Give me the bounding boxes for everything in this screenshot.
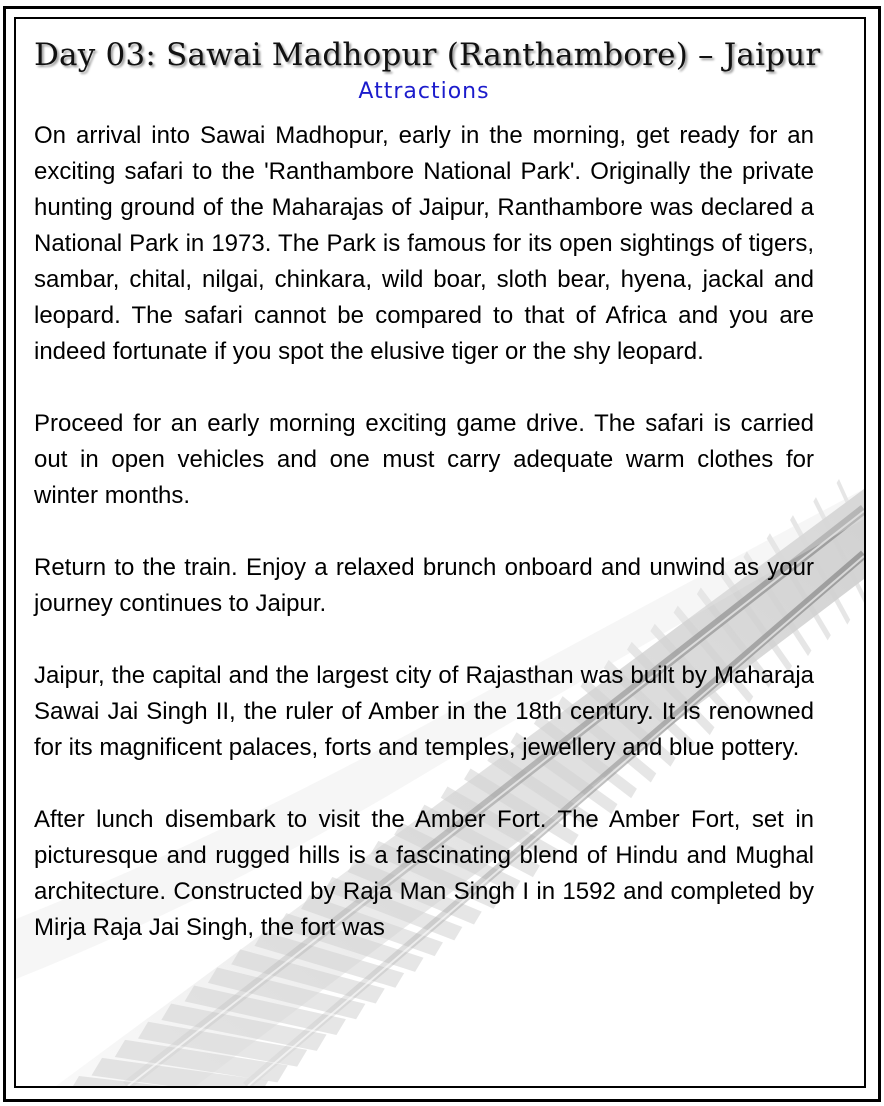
page-title: Day 03: Sawai Madhopur (Ranthambore) – Jaipur [34,37,821,73]
page-panel [14,17,866,1088]
page-content [34,19,821,982]
itinerary-body [34,118,814,946]
paragraph-return-train: Return to the train. Enjoy a relaxed brunch onboard and unwind as your journey continues to Jaipur. [34,554,814,617]
paragraph-amber-fort: After lunch disembark to visit the Amber Fort. The Amber Fort, set in picturesque and rugged hills is a fascinating blend of Hindu and Mughal architecture. Constructed by Raja Man Singh I in 1592 and completed by Mirja Raja Jai Singh, the fort was [34,806,814,941]
paragraph-jaipur-intro: Jaipur, the capital and the largest city of Rajasthan was built by Maharaja Sawai Jai Singh II, the ruler of Amber in the 18th century. It is renowned for its magnificent palaces, forts and temples, jewellery and blue pottery. [34,662,814,761]
paragraph-game-drive: Proceed for an early morning exciting game drive. The safari is carried out in open vehicles and one must carry adequate warm clothes for winter months. [34,410,814,509]
paragraph-ranthambore-arrival: On arrival into Sawai Madhopur, early in the morning, get ready for an exciting safari to the 'Ranthambore National Park'. Originally the private hunting ground of the Maharajas of Jaipur, Ranthambore was declared a National Park in 1973. The Park is famous for its open sightings of tigers, sambar, chital, nilgai, chinkara, wild boar, sloth bear, hyena, jackal and leopard. The safari cannot be compared to that of Africa and you are indeed fortunate if you spot the elusive tiger or the shy leopard. [34,122,814,365]
section-subtitle: Attractions [358,79,490,104]
